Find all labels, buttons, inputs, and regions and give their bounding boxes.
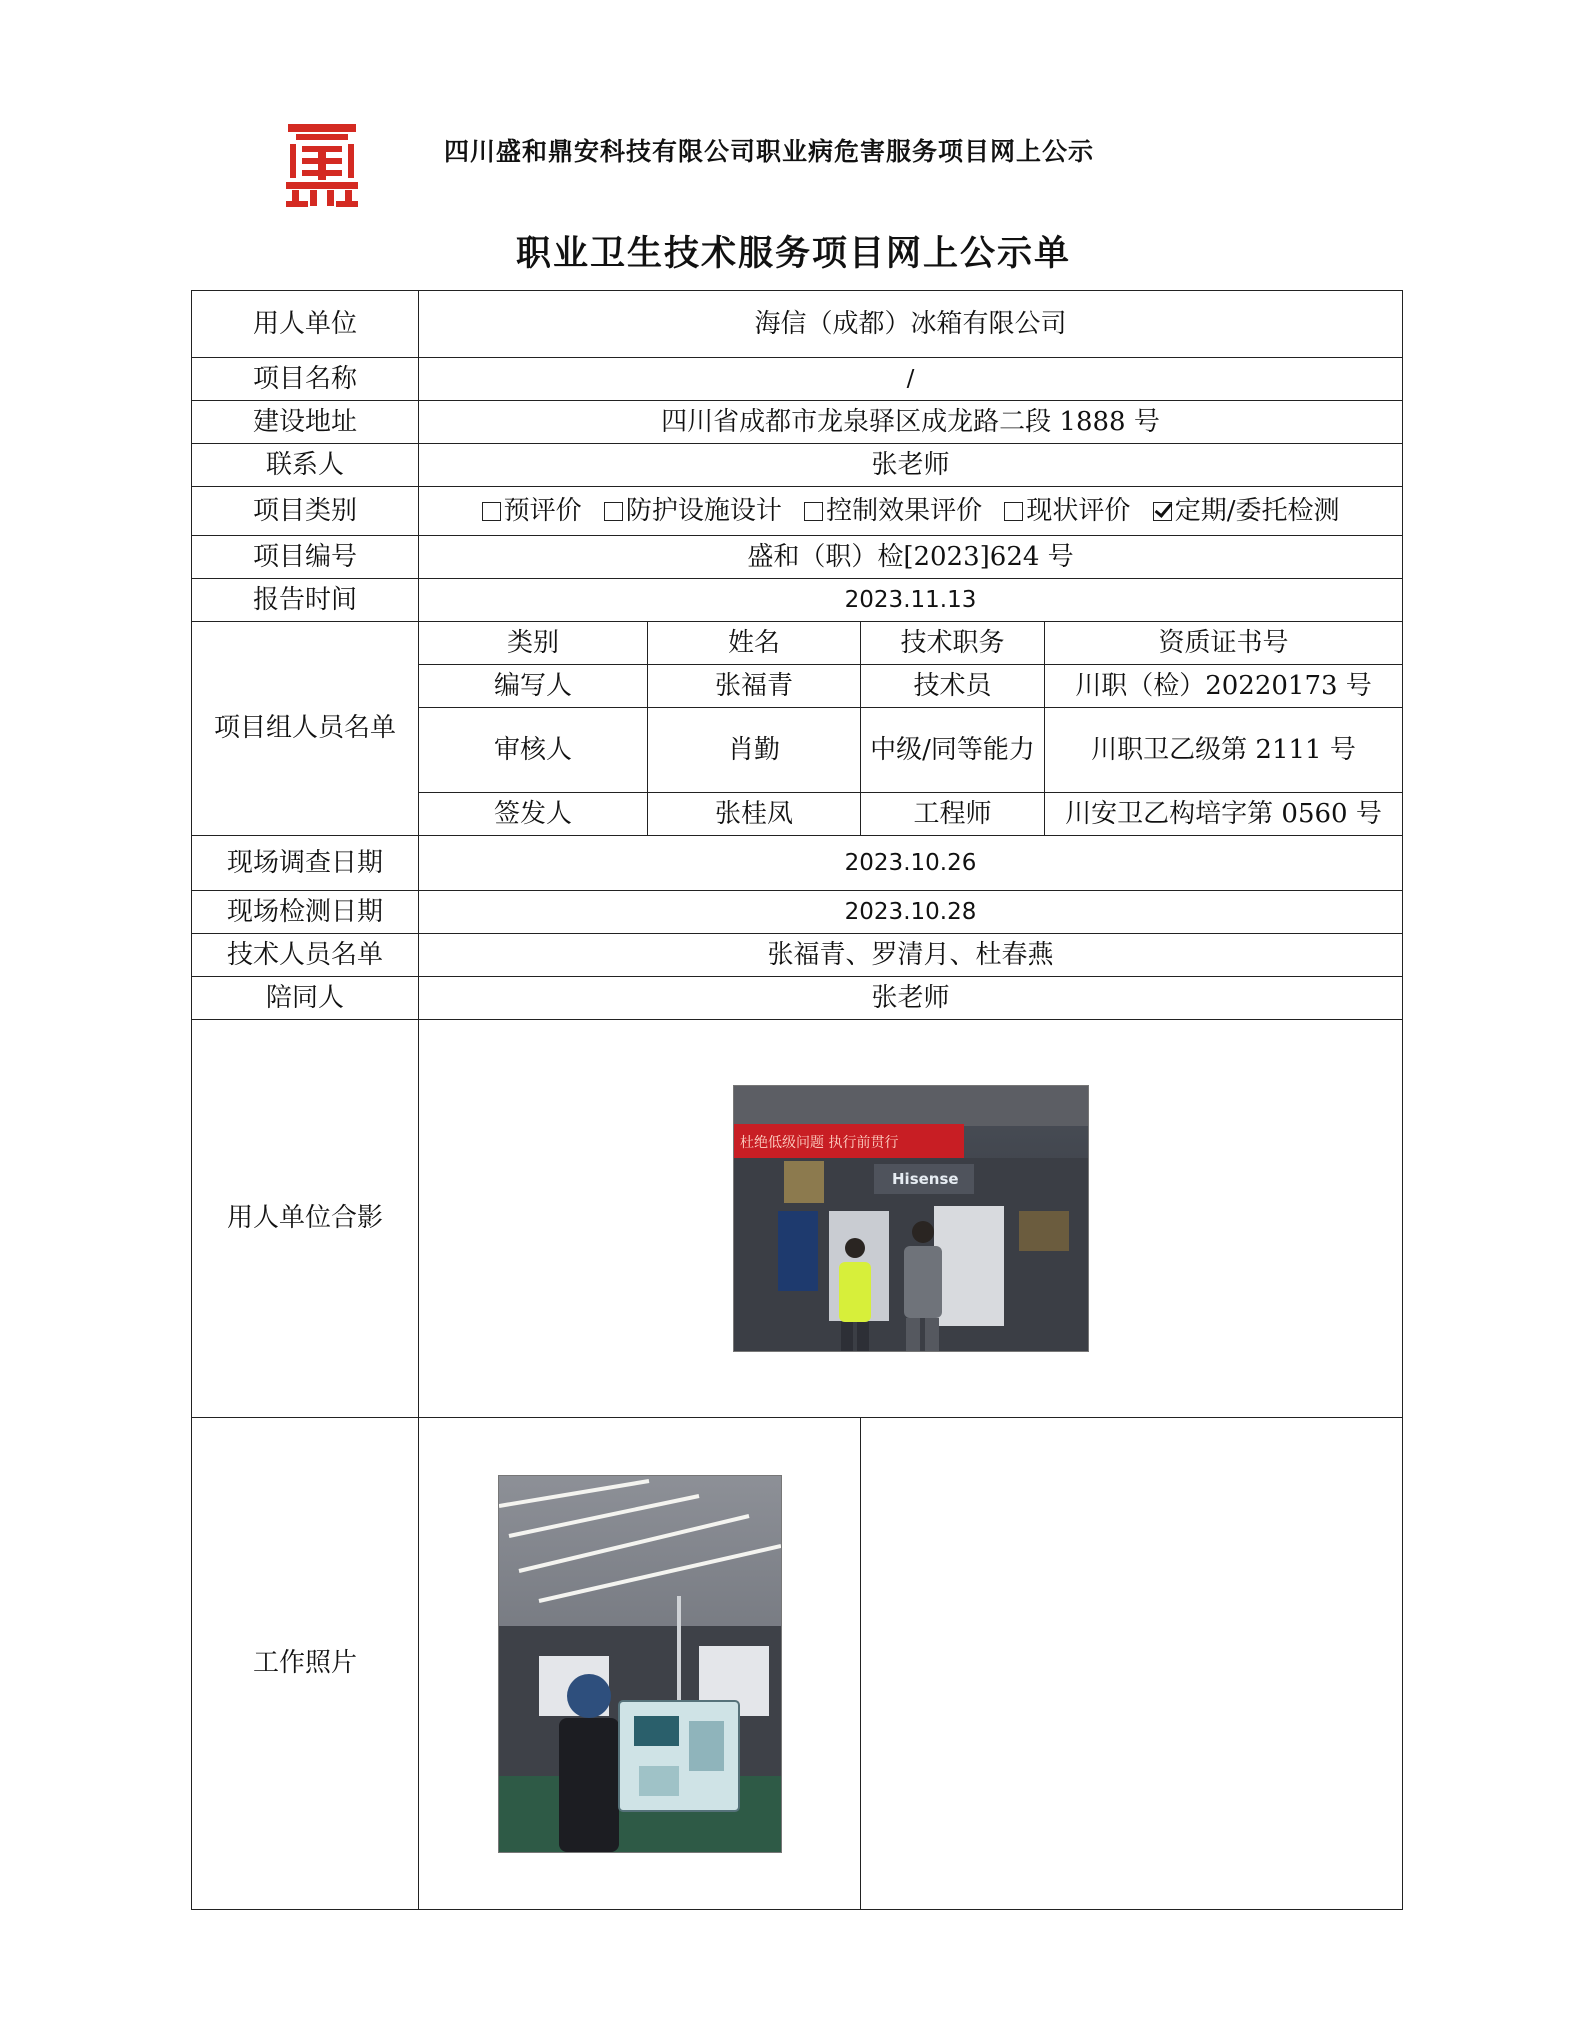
employer-label: 用人单位	[192, 291, 419, 358]
team-role: 编写人	[419, 665, 648, 708]
team-role: 审核人	[419, 708, 648, 793]
companion-label: 陪同人	[192, 977, 419, 1020]
category-options	[419, 487, 1403, 536]
checkbox-unchecked	[604, 502, 623, 521]
report-date-label: 报告时间	[192, 579, 419, 622]
group-photo-cell	[419, 1020, 1403, 1418]
group-photo-label: 用人单位合影	[192, 1020, 419, 1418]
checkbox-checked-icon	[1153, 502, 1172, 521]
team-member-name: 张桂凤	[648, 793, 861, 836]
team-header-certificate: 资质证书号	[1045, 622, 1403, 665]
team-member-title: 中级/同等能力	[861, 708, 1045, 793]
brand-sign-text: Hisense	[891, 1170, 959, 1188]
checkbox-unchecked	[482, 502, 501, 521]
team-member-certificate: 川职卫乙级第 2111 号	[1045, 708, 1403, 793]
category-option-protection-design: 防护设施设计	[604, 496, 782, 526]
banner-text: 杜绝低级问题 执行前贯行	[739, 1135, 898, 1151]
team-label: 项目组人员名单	[192, 622, 419, 836]
disclosure-form-table	[191, 290, 1403, 1910]
document-title: 职业卫生技术服务项目网上公示单	[515, 233, 1071, 274]
empty-photo-cell	[861, 1418, 1403, 1910]
report-date-value: 2023.11.13	[419, 579, 1403, 622]
checkbox-unchecked	[1004, 502, 1023, 521]
work-photo-label: 工作照片	[192, 1418, 419, 1910]
team-member-title: 工程师	[861, 793, 1045, 836]
test-date-label: 现场检测日期	[192, 891, 419, 934]
project-name-value: /	[419, 358, 1403, 401]
team-member-title: 技术员	[861, 665, 1045, 708]
project-number-value: 盛和（职）检[2023]624 号	[419, 536, 1403, 579]
group-photo-image	[733, 1085, 1089, 1352]
company-notice-title: 四川盛和鼎安科技有限公司职业病危害服务项目网上公示	[444, 137, 1095, 166]
team-header-title: 技术职务	[861, 622, 1045, 665]
survey-date-value: 2023.10.26	[419, 836, 1403, 891]
team-member-name: 张福青	[648, 665, 861, 708]
project-number-label: 项目编号	[192, 536, 419, 579]
technicians-value: 张福青、罗清月、杜春燕	[419, 934, 1403, 977]
team-member-name: 肖勤	[648, 708, 861, 793]
contact-label: 联系人	[192, 444, 419, 487]
team-header-category: 类别	[419, 622, 648, 665]
company-logo	[282, 122, 362, 208]
team-member-certificate: 川安卫乙构培字第 0560 号	[1045, 793, 1403, 836]
team-member-certificate: 川职（检）20220173 号	[1045, 665, 1403, 708]
checkbox-unchecked	[804, 502, 823, 521]
team-role: 签发人	[419, 793, 648, 836]
page-header	[282, 122, 1382, 212]
team-header-name: 姓名	[648, 622, 861, 665]
companion-value: 张老师	[419, 977, 1403, 1020]
category-label: 项目类别	[192, 487, 419, 536]
test-date-value: 2023.10.28	[419, 891, 1403, 934]
technicians-label: 技术人员名单	[192, 934, 419, 977]
contact-value: 张老师	[419, 444, 1403, 487]
address-label: 建设地址	[192, 401, 419, 444]
work-photo-cell	[419, 1418, 861, 1910]
category-option-control-eval: 控制效果评价	[804, 496, 982, 526]
address-value: 四川省成都市龙泉驿区成龙路二段 1888 号	[419, 401, 1403, 444]
category-option-status-eval: 现状评价	[1004, 496, 1130, 526]
project-name-label: 项目名称	[192, 358, 419, 401]
survey-date-label: 现场调查日期	[192, 836, 419, 891]
work-photo-image	[498, 1475, 782, 1853]
category-option-pre-eval: 预评价	[482, 496, 582, 526]
employer-value: 海信（成都）冰箱有限公司	[419, 291, 1403, 358]
category-option-periodic-test: 定期/委托检测	[1153, 496, 1340, 526]
